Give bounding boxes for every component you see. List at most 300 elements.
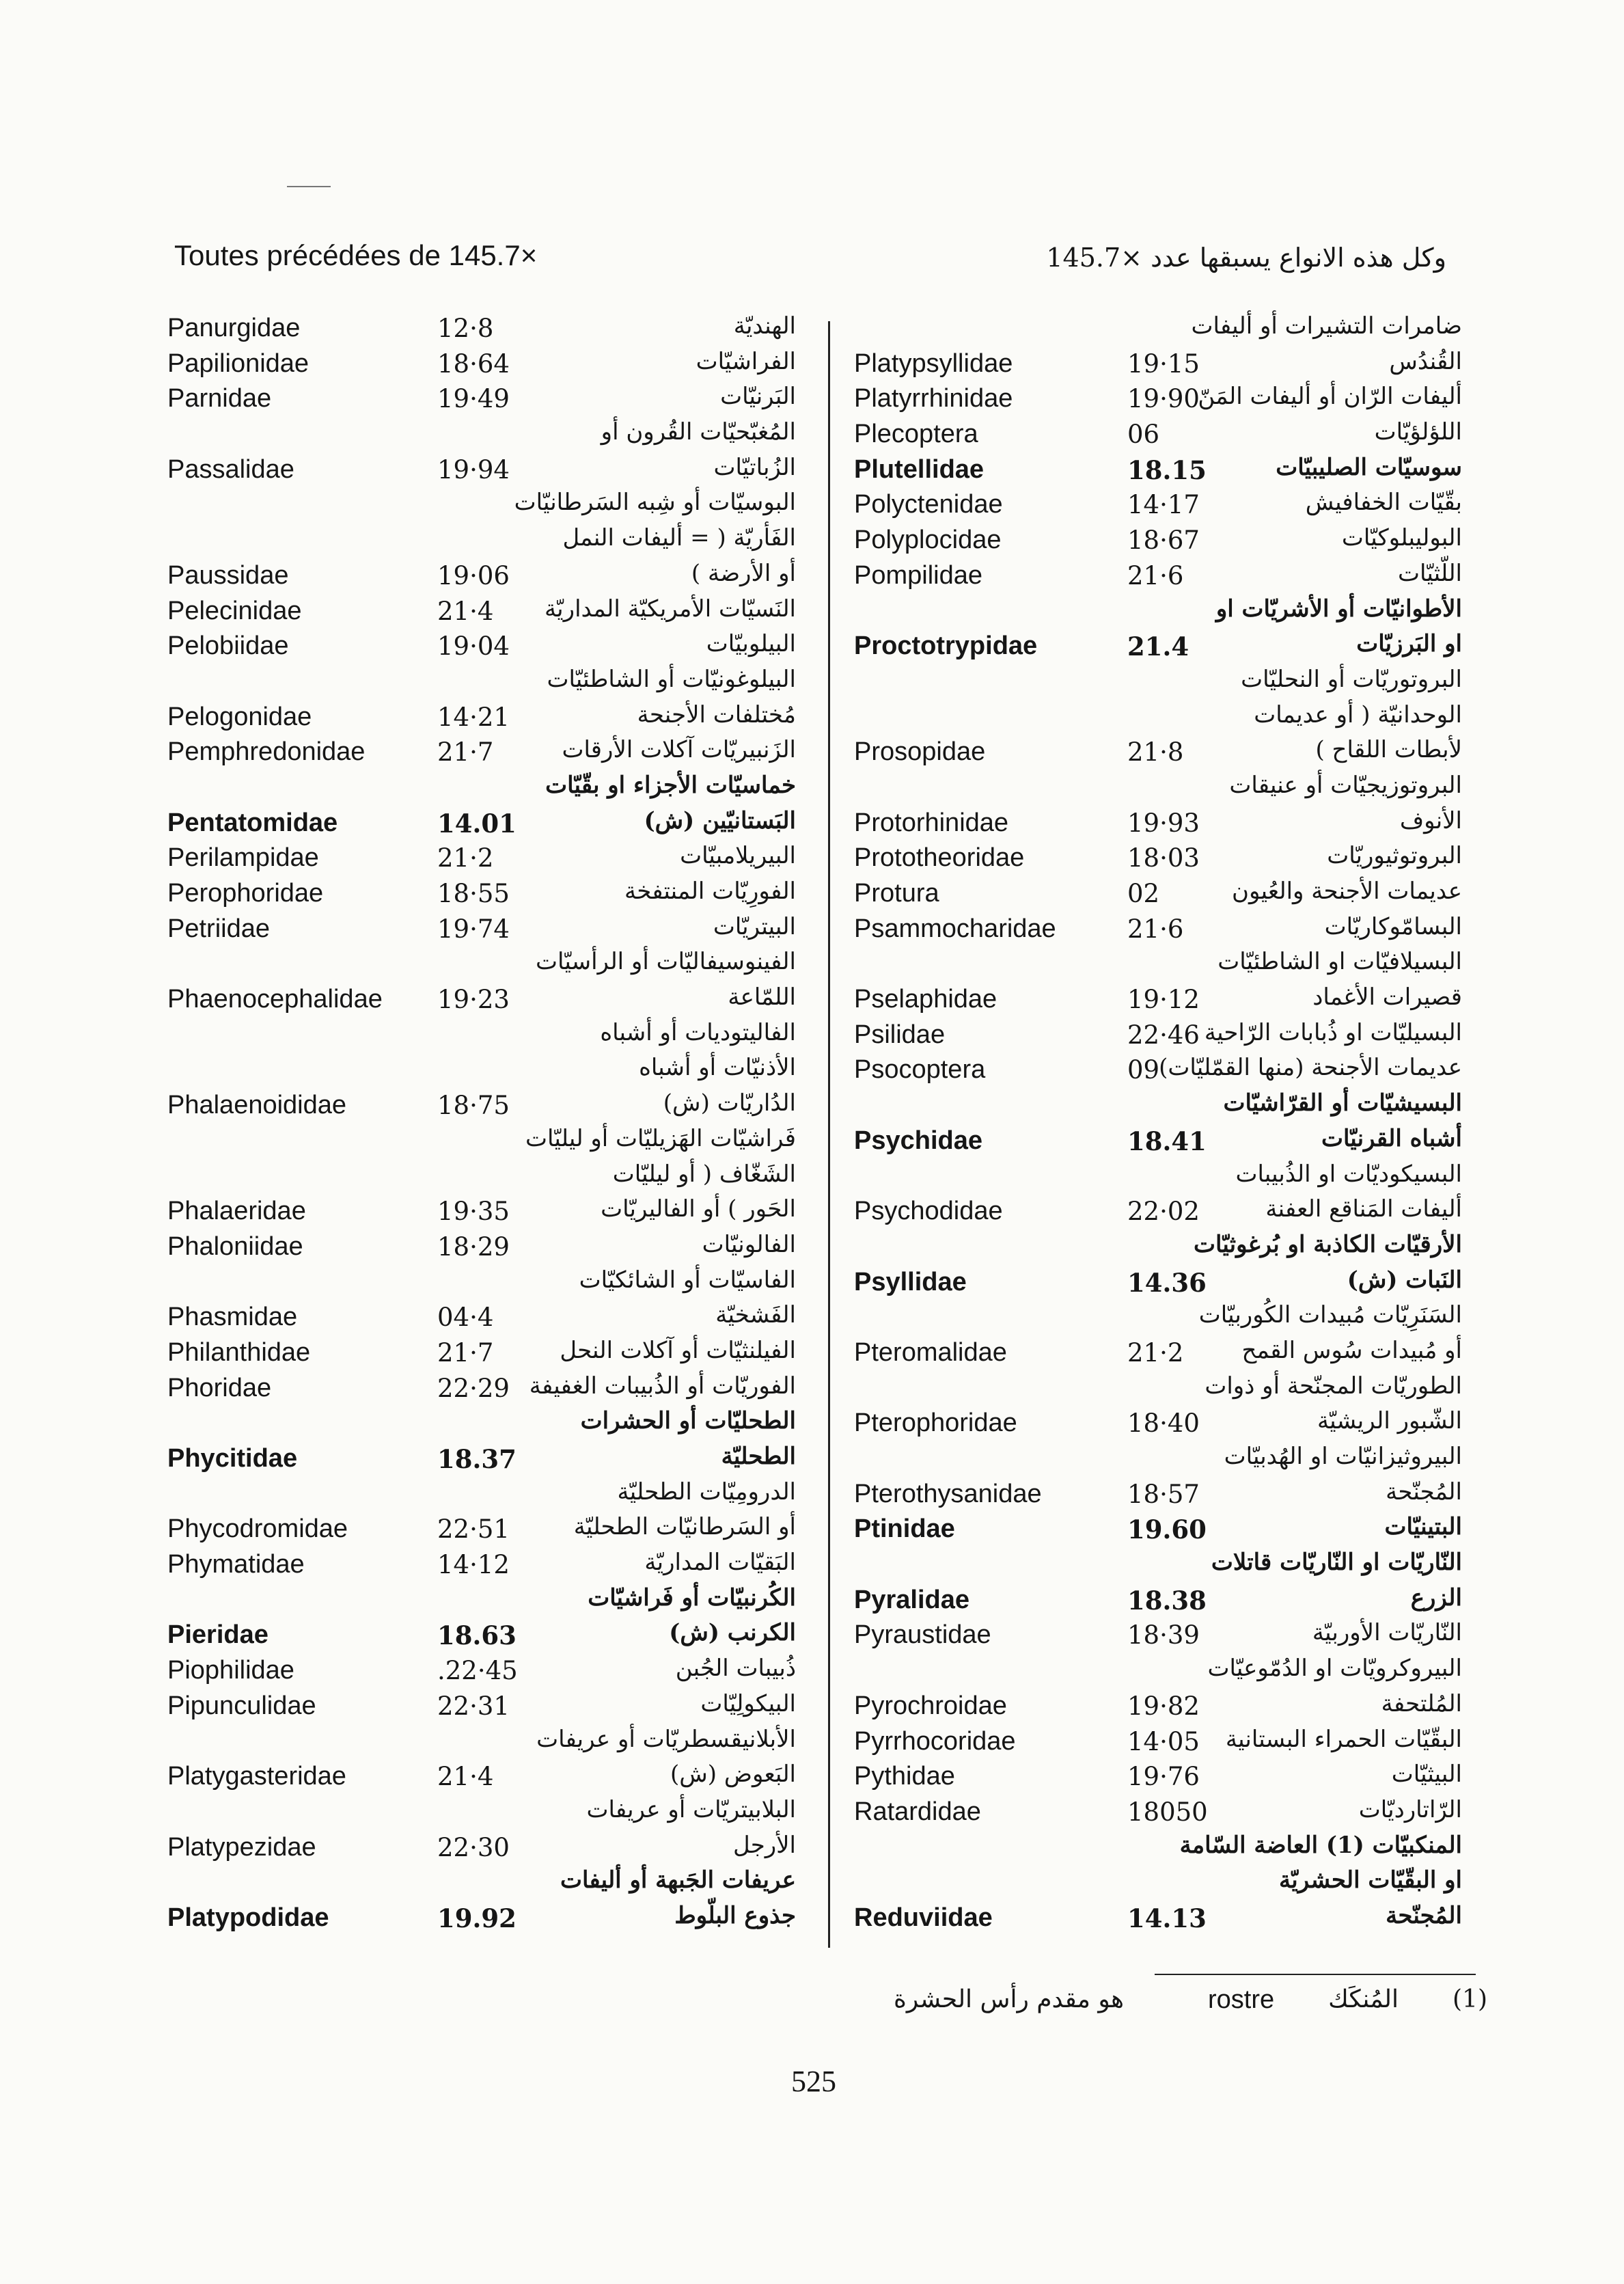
class-number: 19·74 [437, 914, 510, 944]
entry-row [854, 1795, 1462, 1830]
arabic-name: اللّثيّات [1398, 559, 1462, 587]
arabic-name: ذُبيبات الجُبن [675, 1655, 796, 1683]
arabic-name: البسيشيّات أو القرّاشيّات [1223, 1089, 1462, 1117]
latin-name: Psocoptera [854, 1055, 986, 1085]
latin-name: Protorhinidae [854, 808, 1009, 837]
arabic-name: الفَشخيّة [715, 1301, 796, 1329]
class-number: 22·29 [437, 1373, 510, 1403]
arabic-name: البسامّوكاريّات [1324, 912, 1462, 940]
class-number: 19·12 [1127, 985, 1200, 1015]
entry-row [167, 947, 796, 982]
class-number: 18.37 [437, 1444, 517, 1474]
entry-row [167, 1300, 796, 1335]
latin-name: Platypsyllidae [854, 349, 1013, 378]
latin-name: Phoridae [167, 1373, 272, 1402]
class-number: 21·2 [437, 843, 494, 873]
arabic-name: الرّاتارديّات [1358, 1795, 1462, 1823]
latin-name: Psyllidae [854, 1267, 967, 1296]
arabic-name: بقّيّات الخفافيش [1305, 489, 1462, 517]
latin-name: Psilidae [854, 1020, 946, 1049]
entry-row [167, 523, 796, 558]
latin-name: Phaenocephalidae [167, 985, 383, 1014]
entry-row [854, 912, 1462, 947]
entry-row [167, 1194, 796, 1229]
arabic-name: مُختلفات الأجنحة [637, 701, 796, 729]
arabic-name: الوحدانيّة ( أو عديمات [1254, 701, 1462, 729]
arabic-name: او البقّيّات الحشريّة [1279, 1866, 1462, 1894]
arabic-name: المُغبّحيّات القُرون أو [601, 418, 796, 446]
class-number: 22·51 [437, 1514, 510, 1545]
entry-row [167, 1689, 796, 1724]
entry-row [167, 1371, 796, 1406]
entry-row [854, 452, 1462, 488]
footnote-term-ar: المُنكَك [1328, 1985, 1399, 2013]
footnote-number: (1) [1453, 1985, 1487, 2013]
entry-row [854, 806, 1462, 841]
latin-name: Pythidae [854, 1762, 955, 1791]
latin-name: Phalaenoididae [167, 1091, 347, 1120]
arabic-name: فَراشيّات الهَزيليّات أو ليليّات [525, 1124, 796, 1152]
latin-name: Reduviidae [854, 1903, 993, 1932]
latin-name: Pyrochroidae [854, 1691, 1007, 1720]
class-number: 06 [1127, 420, 1160, 450]
class-number: 14.36 [1127, 1267, 1207, 1298]
footnote-term-fr: rostre [1208, 1985, 1275, 2014]
entry-row [167, 1052, 796, 1088]
entry-row [167, 982, 796, 1018]
class-number: 19·35 [437, 1197, 510, 1227]
entry-row [854, 311, 1462, 346]
entry-row [854, 1229, 1462, 1265]
class-number: 18.38 [1127, 1585, 1207, 1616]
entry-row [167, 1018, 796, 1053]
arabic-name: البوسيّات أو شِبه السَرطانيّات [514, 489, 796, 517]
entry-row [854, 558, 1462, 594]
arabic-name: أليفات الرّان أو أليفات المَنّ [1198, 383, 1462, 411]
entry-row [167, 912, 796, 947]
latin-name: Pselaphidae [854, 985, 997, 1014]
arabic-name: البسيليّات او ذُبابات الرّاحية [1204, 1018, 1462, 1046]
class-number: 18·55 [437, 879, 510, 908]
entry-row [854, 876, 1462, 912]
latin-name: Pterothysanidae [854, 1479, 1042, 1508]
arabic-name: قصيرات الأغماد [1312, 983, 1462, 1011]
latin-name: Platygasteridae [167, 1762, 346, 1791]
class-number: 18.15 [1127, 454, 1207, 485]
arabic-name: النّاريّات او النّاريّات قاتلات [1211, 1549, 1462, 1577]
left-column [167, 311, 796, 1936]
class-number: 21·6 [1127, 914, 1184, 944]
class-number: 21·7 [437, 737, 494, 767]
arabic-name: أو السَرطانيّات الطحليّة [573, 1513, 796, 1541]
arabic-name: البيروكرويّات او الدُمّوعيّات [1207, 1655, 1462, 1683]
latin-name: Pelecinidae [167, 596, 302, 625]
arabic-name: الأرجل [732, 1831, 796, 1859]
latin-name: Passalidae [167, 454, 294, 484]
entry-row [854, 1159, 1462, 1195]
class-number: 18·39 [1127, 1620, 1200, 1650]
class-number: 19·04 [437, 631, 510, 662]
entry-row [167, 1724, 796, 1760]
entry-row [854, 1441, 1462, 1477]
entry-row [854, 1583, 1462, 1618]
entry-row [854, 1512, 1462, 1547]
class-number: 19·94 [437, 454, 510, 485]
arabic-name: البيثيّات [1391, 1760, 1462, 1789]
class-number: 18·75 [437, 1091, 510, 1121]
entry-row [854, 1865, 1462, 1901]
class-number: .22·45 [437, 1656, 518, 1686]
header-right: وكل هذه الانواع يسبقها عدد ×145.7 [1046, 243, 1446, 273]
latin-name: Pteromalidae [854, 1337, 1007, 1367]
right-column [854, 311, 1462, 1936]
entry-row [167, 841, 796, 876]
footnote-rule [1155, 1974, 1476, 1975]
latin-name: Pentatomidae [167, 808, 338, 837]
entry-row [854, 700, 1462, 735]
entry-row [167, 1618, 796, 1653]
entry-row [854, 664, 1462, 700]
class-number: 19·82 [1127, 1691, 1200, 1721]
entry-row [167, 700, 796, 735]
class-number: 21·4 [437, 596, 494, 626]
latin-name: Papilionidae [167, 349, 309, 378]
arabic-name: الطحليّات أو الحشرات [580, 1407, 796, 1435]
class-number: 21·8 [1127, 737, 1184, 767]
latin-name: Piophilidae [167, 1656, 294, 1685]
entry-row [854, 1901, 1462, 1936]
class-number: 21·6 [1127, 560, 1184, 590]
class-number: 21·4 [437, 1762, 494, 1792]
latin-name: Panurgidae [167, 314, 301, 342]
arabic-name: جذوع البلّوط [674, 1901, 796, 1929]
class-number: 18.63 [437, 1620, 517, 1651]
arabic-name: البَعوض (ش) [670, 1760, 796, 1789]
class-number: 19.60 [1127, 1514, 1207, 1545]
arabic-name: المنكبيّات (1) العاضة السّامة [1179, 1831, 1462, 1859]
latin-name: Platyrrhinidae [854, 384, 1013, 413]
entry-row [854, 982, 1462, 1018]
latin-name: Pyraustidae [854, 1620, 991, 1650]
entry-row [167, 417, 796, 452]
entry-row [854, 1406, 1462, 1441]
header-left: Toutes précédées de 145.7× [174, 239, 538, 271]
class-number: 18·67 [1127, 526, 1200, 556]
class-number: 18·64 [437, 349, 510, 379]
class-number: 14·21 [437, 702, 510, 732]
class-number: 22·30 [437, 1832, 510, 1862]
latin-name: Platypezidae [167, 1832, 316, 1862]
entry-row [167, 664, 796, 700]
latin-name: Polyctenidae [854, 490, 1003, 519]
entry-row [854, 1088, 1462, 1124]
entry-row [854, 417, 1462, 452]
arabic-name: الفورِيّات المنتفخة [624, 878, 796, 905]
class-number: 21·2 [1127, 1337, 1184, 1368]
class-number: 22·46 [1127, 1020, 1200, 1050]
entry-row [167, 806, 796, 841]
entry-row [854, 735, 1462, 770]
latin-name: Plutellidae [854, 454, 985, 484]
arabic-name: المُلتحفة [1381, 1689, 1462, 1717]
latin-name: Pterophoridae [854, 1409, 1017, 1438]
class-number: 21.4 [1127, 631, 1189, 662]
arabic-name: السَنَرِيّات مُبيدات الكُوربيّات [1198, 1301, 1462, 1329]
entry-row [854, 1618, 1462, 1653]
entry-row [167, 1441, 796, 1477]
entry-row [854, 594, 1462, 629]
class-number: 19·15 [1127, 349, 1200, 379]
latin-name: Pompilidae [854, 560, 982, 590]
entry-row [167, 311, 796, 346]
entry-row [167, 1865, 796, 1901]
entry-row [854, 1830, 1462, 1866]
latin-name: Platypodidae [167, 1903, 329, 1932]
class-number: 18·57 [1127, 1479, 1200, 1509]
arabic-name: الفَأريّة ( = أليفات النمل [562, 524, 796, 552]
latin-name: Psychidae [854, 1126, 982, 1155]
arabic-name: المُجنّحة [1386, 1478, 1462, 1506]
entry-row [167, 1088, 796, 1124]
latin-name: Proctotrypidae [854, 631, 1038, 661]
entry-row [854, 381, 1462, 417]
entry-row [167, 1901, 796, 1936]
latin-name: Pyrrhocoridae [854, 1726, 1016, 1756]
arabic-name: الفينوسيفاليّات أو الرأسيّات [536, 948, 796, 976]
arabic-name: البَقيّات المداريّة [644, 1549, 796, 1577]
class-number: 19·76 [1127, 1762, 1200, 1792]
arabic-name: الشّبور الريشيّة [1317, 1407, 1462, 1435]
latin-name: Psammocharidae [854, 914, 1056, 943]
entry-row [854, 1052, 1462, 1088]
latin-name: Phalaeridae [167, 1197, 306, 1226]
latin-name: Phycodromidae [167, 1514, 348, 1544]
arabic-name: الزرع [1410, 1583, 1462, 1612]
entry-row [167, 1653, 796, 1689]
latin-name: Perilampidae [167, 843, 319, 873]
class-number: 14.13 [1127, 1903, 1207, 1933]
arabic-name: الفاليتوديات أو أشباه [600, 1018, 796, 1046]
latin-name: Ratardidae [854, 1797, 981, 1826]
latin-name: Pieridae [167, 1620, 269, 1650]
entry-row [854, 1300, 1462, 1335]
latin-name: Plecoptera [854, 420, 978, 449]
latin-name: Phymatidae [167, 1550, 305, 1579]
class-number: 02 [1127, 879, 1160, 908]
class-number: 19.92 [437, 1903, 517, 1933]
entry-row [854, 947, 1462, 982]
entry-row [167, 1759, 796, 1795]
class-number: 14·05 [1127, 1726, 1200, 1756]
latin-name: Pemphredonidae [167, 737, 366, 767]
latin-name: Pyralidae [854, 1585, 969, 1614]
arabic-name: البَرنيّات [720, 383, 796, 411]
entry-row [854, 346, 1462, 382]
arabic-name: البسيلافيّات او الشاطئيّات [1217, 948, 1462, 976]
class-number: 22·02 [1127, 1197, 1200, 1227]
arabic-name: البقّيّات الحمراء البستانية [1225, 1725, 1462, 1753]
entry-row [167, 1159, 796, 1195]
class-number: 18.41 [1127, 1126, 1207, 1156]
arabic-name: الزُباتيّات [713, 453, 796, 481]
arabic-name: أليفات المَناقع العفنة [1265, 1195, 1462, 1223]
entry-row [167, 735, 796, 770]
latin-name: Protura [854, 879, 939, 908]
class-number: 14.01 [437, 808, 517, 839]
latin-name: Prosopidae [854, 737, 986, 767]
entry-row [854, 1371, 1462, 1406]
arabic-name: عريفات الجَبهة أو أليفات [560, 1866, 796, 1894]
arabic-name: البيروثيزانيّات او الهُدبيّات [1224, 1443, 1462, 1470]
arabic-name: البسيكوديّات او الذُبيبات [1235, 1160, 1462, 1188]
entry-row [854, 1265, 1462, 1301]
entry-row [167, 1830, 796, 1866]
arabic-name: الأبلانيقسطريّات أو عريفات [536, 1725, 796, 1753]
arabic-name: الكُرنبيّات أو فَراشيّات [588, 1583, 796, 1612]
arabic-name: أو الأرضة ) [691, 559, 796, 587]
class-number: 09 [1127, 1055, 1160, 1085]
entry-row [854, 1477, 1462, 1512]
entry-row [854, 841, 1462, 876]
latin-name: Pelogonidae [167, 702, 312, 731]
entry-row [854, 1335, 1462, 1371]
entry-row [854, 629, 1462, 664]
arabic-name: الأنوف [1399, 806, 1462, 834]
arabic-name: المُجنّحة [1386, 1901, 1462, 1929]
latin-name: Pelobiidae [167, 631, 289, 661]
latin-name: Prototheoridae [854, 843, 1025, 873]
entry-row [167, 1795, 796, 1830]
arabic-name: الأطوانيّات أو الأشريّات او [1215, 595, 1462, 623]
top-dash-mark [287, 186, 331, 187]
arabic-name: أو مُبيدات سُوس القمح [1241, 1336, 1462, 1364]
entry-row [854, 1724, 1462, 1760]
class-number: 19·06 [437, 560, 510, 590]
entry-row [167, 1477, 796, 1512]
column-divider [828, 321, 830, 1948]
arabic-name: اللؤلؤيّات [1374, 418, 1462, 446]
entry-row [167, 629, 796, 664]
arabic-name: النَسيّات الأمريكيّة المداريّة [544, 595, 796, 623]
entry-row [167, 452, 796, 488]
latin-name: Psychodidae [854, 1197, 1003, 1226]
arabic-name: خماسيّات الأجزاء او بقّيّات [545, 771, 796, 799]
entry-row [167, 1265, 796, 1301]
arabic-name: البيلوبيّات [706, 630, 796, 658]
arabic-name: عديمات الأجنحة (منها القمّليّات) [1159, 1054, 1462, 1082]
entry-row [167, 770, 796, 806]
arabic-name: الفاسيّات أو الشائكيّات [579, 1266, 796, 1294]
latin-name: Parnidae [167, 384, 272, 413]
arabic-name: الشَغّاف ( أو ليليّات [612, 1160, 796, 1188]
latin-name: Pipunculidae [167, 1691, 316, 1720]
arabic-name: الفوريّات أو الذُبيبات الغفيفة [529, 1372, 796, 1400]
entry-row [854, 1018, 1462, 1053]
latin-name: Polyplocidae [854, 526, 1002, 555]
entry-row [854, 487, 1462, 523]
entry-row [167, 1124, 796, 1159]
entry-row [167, 1512, 796, 1547]
class-number: 18050 [1127, 1797, 1208, 1827]
arabic-name: البيلوغونيّات أو الشاطئيّات [547, 665, 796, 693]
class-number: 18·03 [1127, 843, 1200, 873]
entry-row [167, 558, 796, 594]
arabic-name: الفالونيّات [702, 1230, 796, 1258]
arabic-name: الدُاريّات (ش) [663, 1089, 796, 1117]
entry-row [167, 594, 796, 629]
entry-row [854, 1759, 1462, 1795]
class-number: 19·49 [437, 384, 510, 414]
latin-name: Phasmidae [167, 1303, 298, 1332]
entry-row [854, 1194, 1462, 1229]
class-number: 19·90 [1127, 384, 1200, 414]
class-number: 19·23 [437, 985, 510, 1015]
latin-name: Phycitidae [167, 1444, 298, 1473]
entry-row [167, 487, 796, 523]
arabic-name: البوليبلوكيّات [1341, 524, 1462, 552]
page-number: 525 [791, 2065, 836, 2098]
arabic-name: لأبطات اللقاح ) [1315, 736, 1462, 764]
arabic-name: سوسيّات الصليبيّات [1276, 453, 1462, 481]
arabic-name: أشباه القرنيّات [1321, 1124, 1462, 1152]
class-number: 22·31 [437, 1691, 510, 1721]
arabic-name: او البَرزيّات [1356, 630, 1462, 658]
arabic-name: الفيلنثيّات أو آكلات النحل [560, 1336, 796, 1364]
arabic-name: البيريلامبيّات [680, 842, 796, 870]
arabic-name: البلابيتريّات أو عريفات [586, 1795, 796, 1823]
arabic-name: عديمات الأجنحة والعُيون [1232, 878, 1462, 905]
arabic-name: القُندُس [1389, 347, 1462, 375]
entry-row [167, 1406, 796, 1441]
entry-row [854, 1653, 1462, 1689]
arabic-name: النَبات (ش) [1347, 1266, 1462, 1294]
class-number: 19·93 [1127, 808, 1200, 838]
entry-row [167, 876, 796, 912]
arabic-name: البَستانيّين (ش) [644, 806, 796, 834]
entry-row [854, 1547, 1462, 1583]
class-number: 14·12 [437, 1550, 510, 1580]
arabic-name: البروتوثيوريّات [1327, 842, 1462, 870]
class-number: 18·40 [1127, 1409, 1200, 1439]
entry-row [854, 770, 1462, 806]
entry-row [167, 346, 796, 382]
latin-name: Ptinidae [854, 1514, 955, 1544]
latin-name: Petriidae [167, 914, 270, 943]
class-number: 14·17 [1127, 490, 1200, 520]
arabic-name: الأذنيّات أو أشباه [639, 1054, 796, 1082]
class-number: 18·29 [437, 1232, 510, 1262]
arabic-name: الفراشيّات [696, 347, 796, 375]
entry-row [167, 1335, 796, 1371]
entry-row [167, 381, 796, 417]
latin-name: Perophoridae [167, 879, 324, 908]
arabic-name: الطوريّات المجنّحة أو ذوات [1205, 1372, 1462, 1400]
arabic-name: الهنديّة [733, 312, 796, 340]
latin-name: Philanthidae [167, 1337, 311, 1367]
arabic-name: الأرقيّات الكاذبة او بُرغوثيّات [1194, 1230, 1462, 1258]
class-number: 12·8 [437, 314, 494, 343]
latin-name: Phaloniidae [167, 1232, 303, 1261]
arabic-name: الدرومِيّات الطحليّة [617, 1478, 796, 1506]
arabic-name: اللمّاعة [728, 983, 796, 1011]
class-number: 21·7 [437, 1337, 494, 1368]
entry-row [167, 1583, 796, 1618]
arabic-name: الحَور ) أو الفاليريّات [601, 1195, 796, 1223]
entry-row [854, 523, 1462, 558]
entry-row [854, 1689, 1462, 1724]
footnote-definition: هو مقدم رأس الحشرة [894, 1985, 1124, 2013]
entry-row [854, 1124, 1462, 1159]
